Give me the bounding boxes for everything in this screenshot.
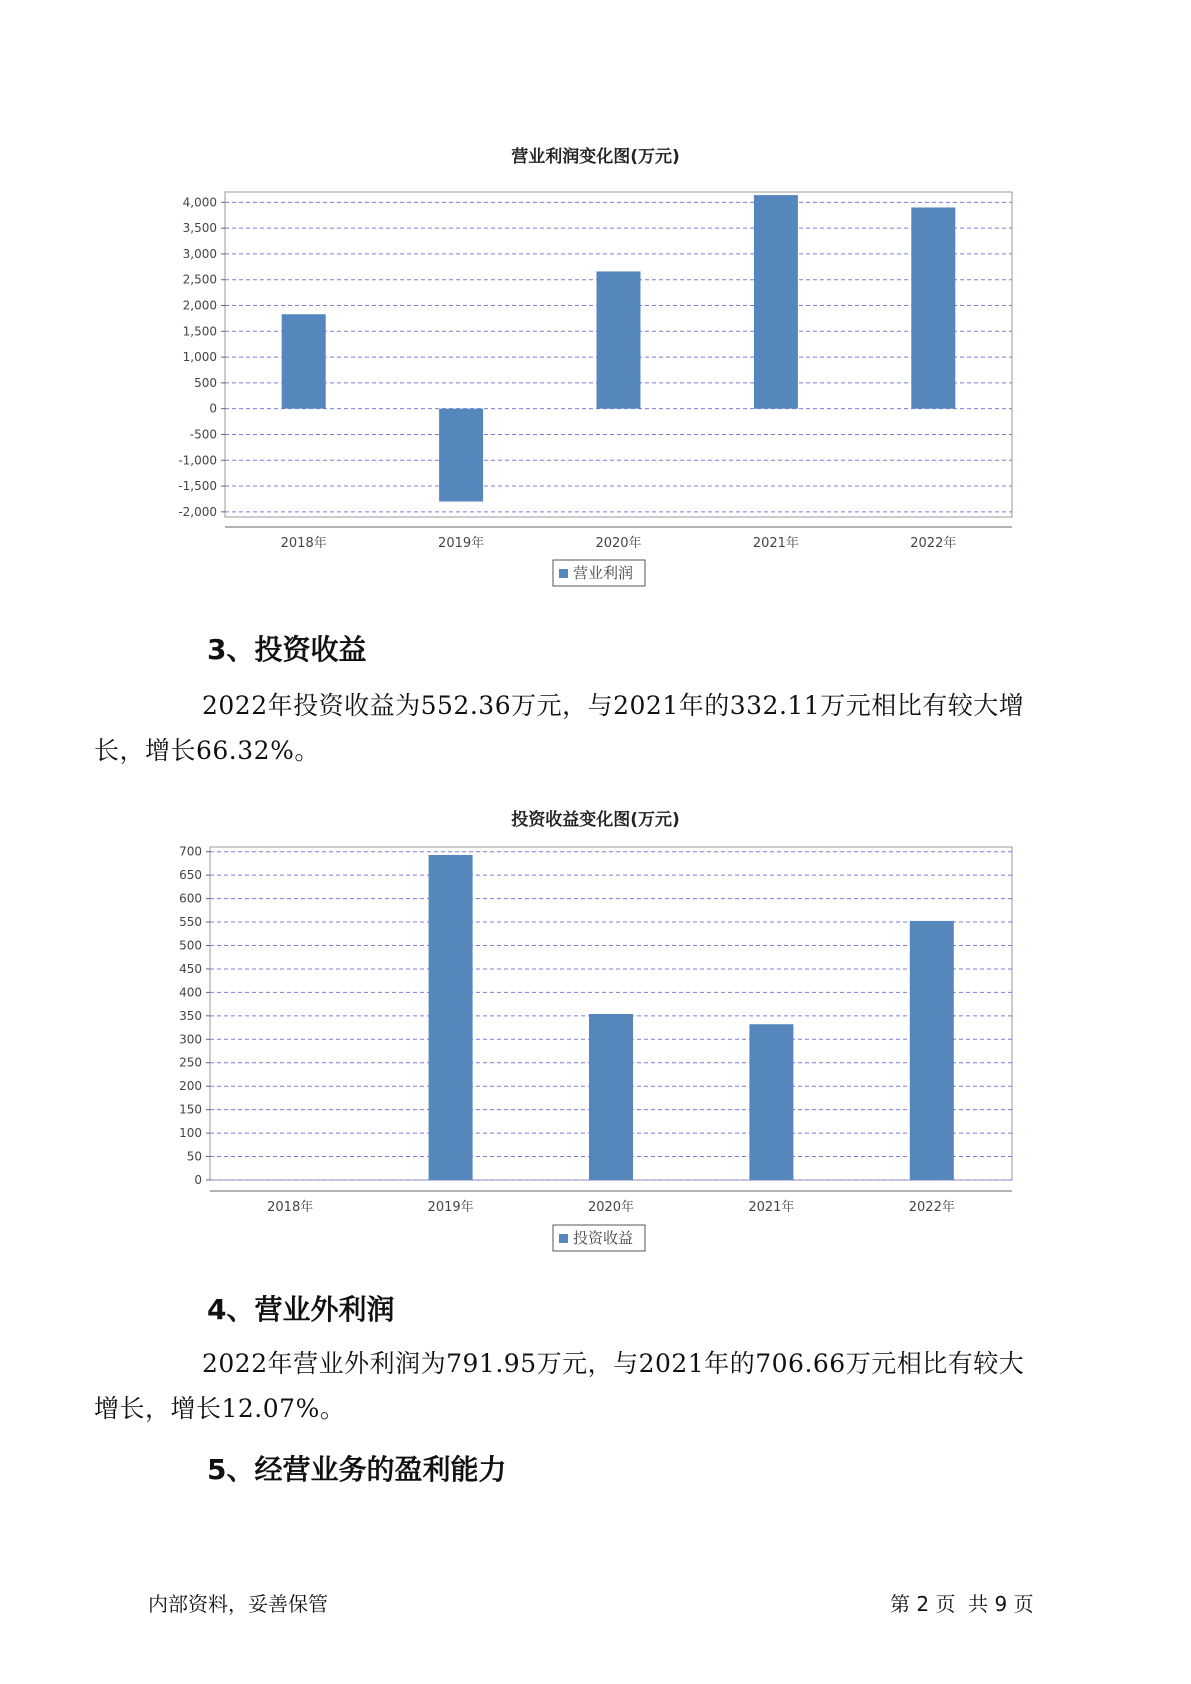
x-tick-label: 2022年 — [908, 1200, 955, 1215]
bar — [754, 195, 798, 409]
chart-title-operating-profit: 营业利润变化图(万元) — [511, 147, 680, 167]
paragraph-non-operating-line1: 2022年营业外利润为791.95万元，与2021年的706.66万元相比有较大 — [202, 1349, 1025, 1378]
x-tick-label: 2020年 — [595, 536, 642, 551]
y-tick-label: 500 — [179, 938, 202, 953]
y-tick-label: 50 — [186, 1149, 202, 1164]
bar — [282, 314, 326, 408]
y-tick-label: 400 — [179, 985, 202, 1000]
legend-label: 营业利润 — [573, 564, 634, 582]
footer-confidential-note: 内部资料，妥善保管 — [148, 1592, 328, 1616]
y-tick-label: 3,500 — [182, 221, 217, 236]
x-tick-label: 2019年 — [438, 536, 485, 551]
legend-swatch — [559, 569, 568, 578]
heading-investment-income: 3、投资收益 — [207, 633, 367, 666]
y-tick-label: 250 — [179, 1055, 202, 1070]
chart-investment-income — [0, 835, 1191, 1255]
y-tick-label: 300 — [179, 1032, 202, 1047]
y-tick-label: 2,500 — [182, 272, 217, 287]
y-tick-label: 0 — [209, 401, 217, 416]
bar — [911, 207, 955, 408]
y-tick-label: 600 — [179, 891, 202, 906]
paragraph-investment-line1: 2022年投资收益为552.36万元，与2021年的332.11万元相比有较大增 — [202, 691, 1025, 720]
bar — [429, 855, 473, 1180]
y-tick-label: 1,500 — [182, 324, 217, 339]
y-tick-label: 150 — [179, 1102, 202, 1117]
legend — [553, 1225, 645, 1251]
heading-non-operating-profit: 4、营业外利润 — [207, 1293, 395, 1326]
y-tick-label: 200 — [179, 1079, 202, 1094]
y-tick-label: -2,000 — [178, 504, 217, 519]
x-tick-label: 2018年 — [280, 536, 327, 551]
x-tick-label: 2021年 — [748, 1200, 795, 1215]
y-tick-label: 450 — [179, 961, 202, 976]
y-tick-label: -500 — [189, 427, 217, 442]
y-tick-label: 550 — [179, 915, 202, 930]
y-tick-label: 700 — [179, 844, 202, 859]
chart-title-investment-income: 投资收益变化图(万元) — [511, 810, 680, 830]
legend-swatch — [559, 1234, 568, 1243]
y-tick-label: -1,000 — [178, 453, 217, 468]
x-tick-label: 2018年 — [267, 1200, 314, 1215]
legend-label: 投资收益 — [573, 1229, 634, 1247]
y-tick-label: 650 — [179, 868, 202, 883]
y-tick-label: 350 — [179, 1008, 202, 1023]
x-tick-label: 2021年 — [752, 536, 799, 551]
y-tick-label: 2,000 — [182, 298, 217, 313]
y-tick-label: 1,000 — [182, 350, 217, 365]
y-tick-label: 4,000 — [182, 195, 217, 210]
footer-page-number: 第 2 页 共 9 页 — [890, 1592, 1034, 1616]
y-tick-label: -1,500 — [178, 479, 217, 494]
paragraph-non-operating-line2: 增长，增长12.07%。 — [94, 1394, 346, 1423]
paragraph-non-operating-profit — [94, 1341, 1048, 1431]
x-tick-label: 2022年 — [910, 536, 957, 551]
bar — [749, 1024, 793, 1180]
heading-business-profitability: 5、经营业务的盈利能力 — [207, 1453, 507, 1486]
x-tick-label: 2019年 — [427, 1200, 474, 1215]
bar — [589, 1014, 633, 1180]
paragraph-investment-line2: 长，增长66.32%。 — [94, 736, 320, 765]
x-tick-label: 2020年 — [587, 1200, 635, 1215]
legend — [553, 560, 645, 586]
bar — [597, 271, 641, 408]
bar — [910, 921, 954, 1180]
y-tick-label: 3,000 — [182, 246, 217, 261]
y-tick-label: 500 — [194, 375, 217, 390]
y-tick-label: 100 — [179, 1126, 202, 1141]
chart-operating-profit — [0, 170, 1191, 630]
y-tick-label: 0 — [194, 1173, 202, 1187]
paragraph-investment-income — [94, 683, 1048, 773]
bar — [439, 409, 483, 502]
